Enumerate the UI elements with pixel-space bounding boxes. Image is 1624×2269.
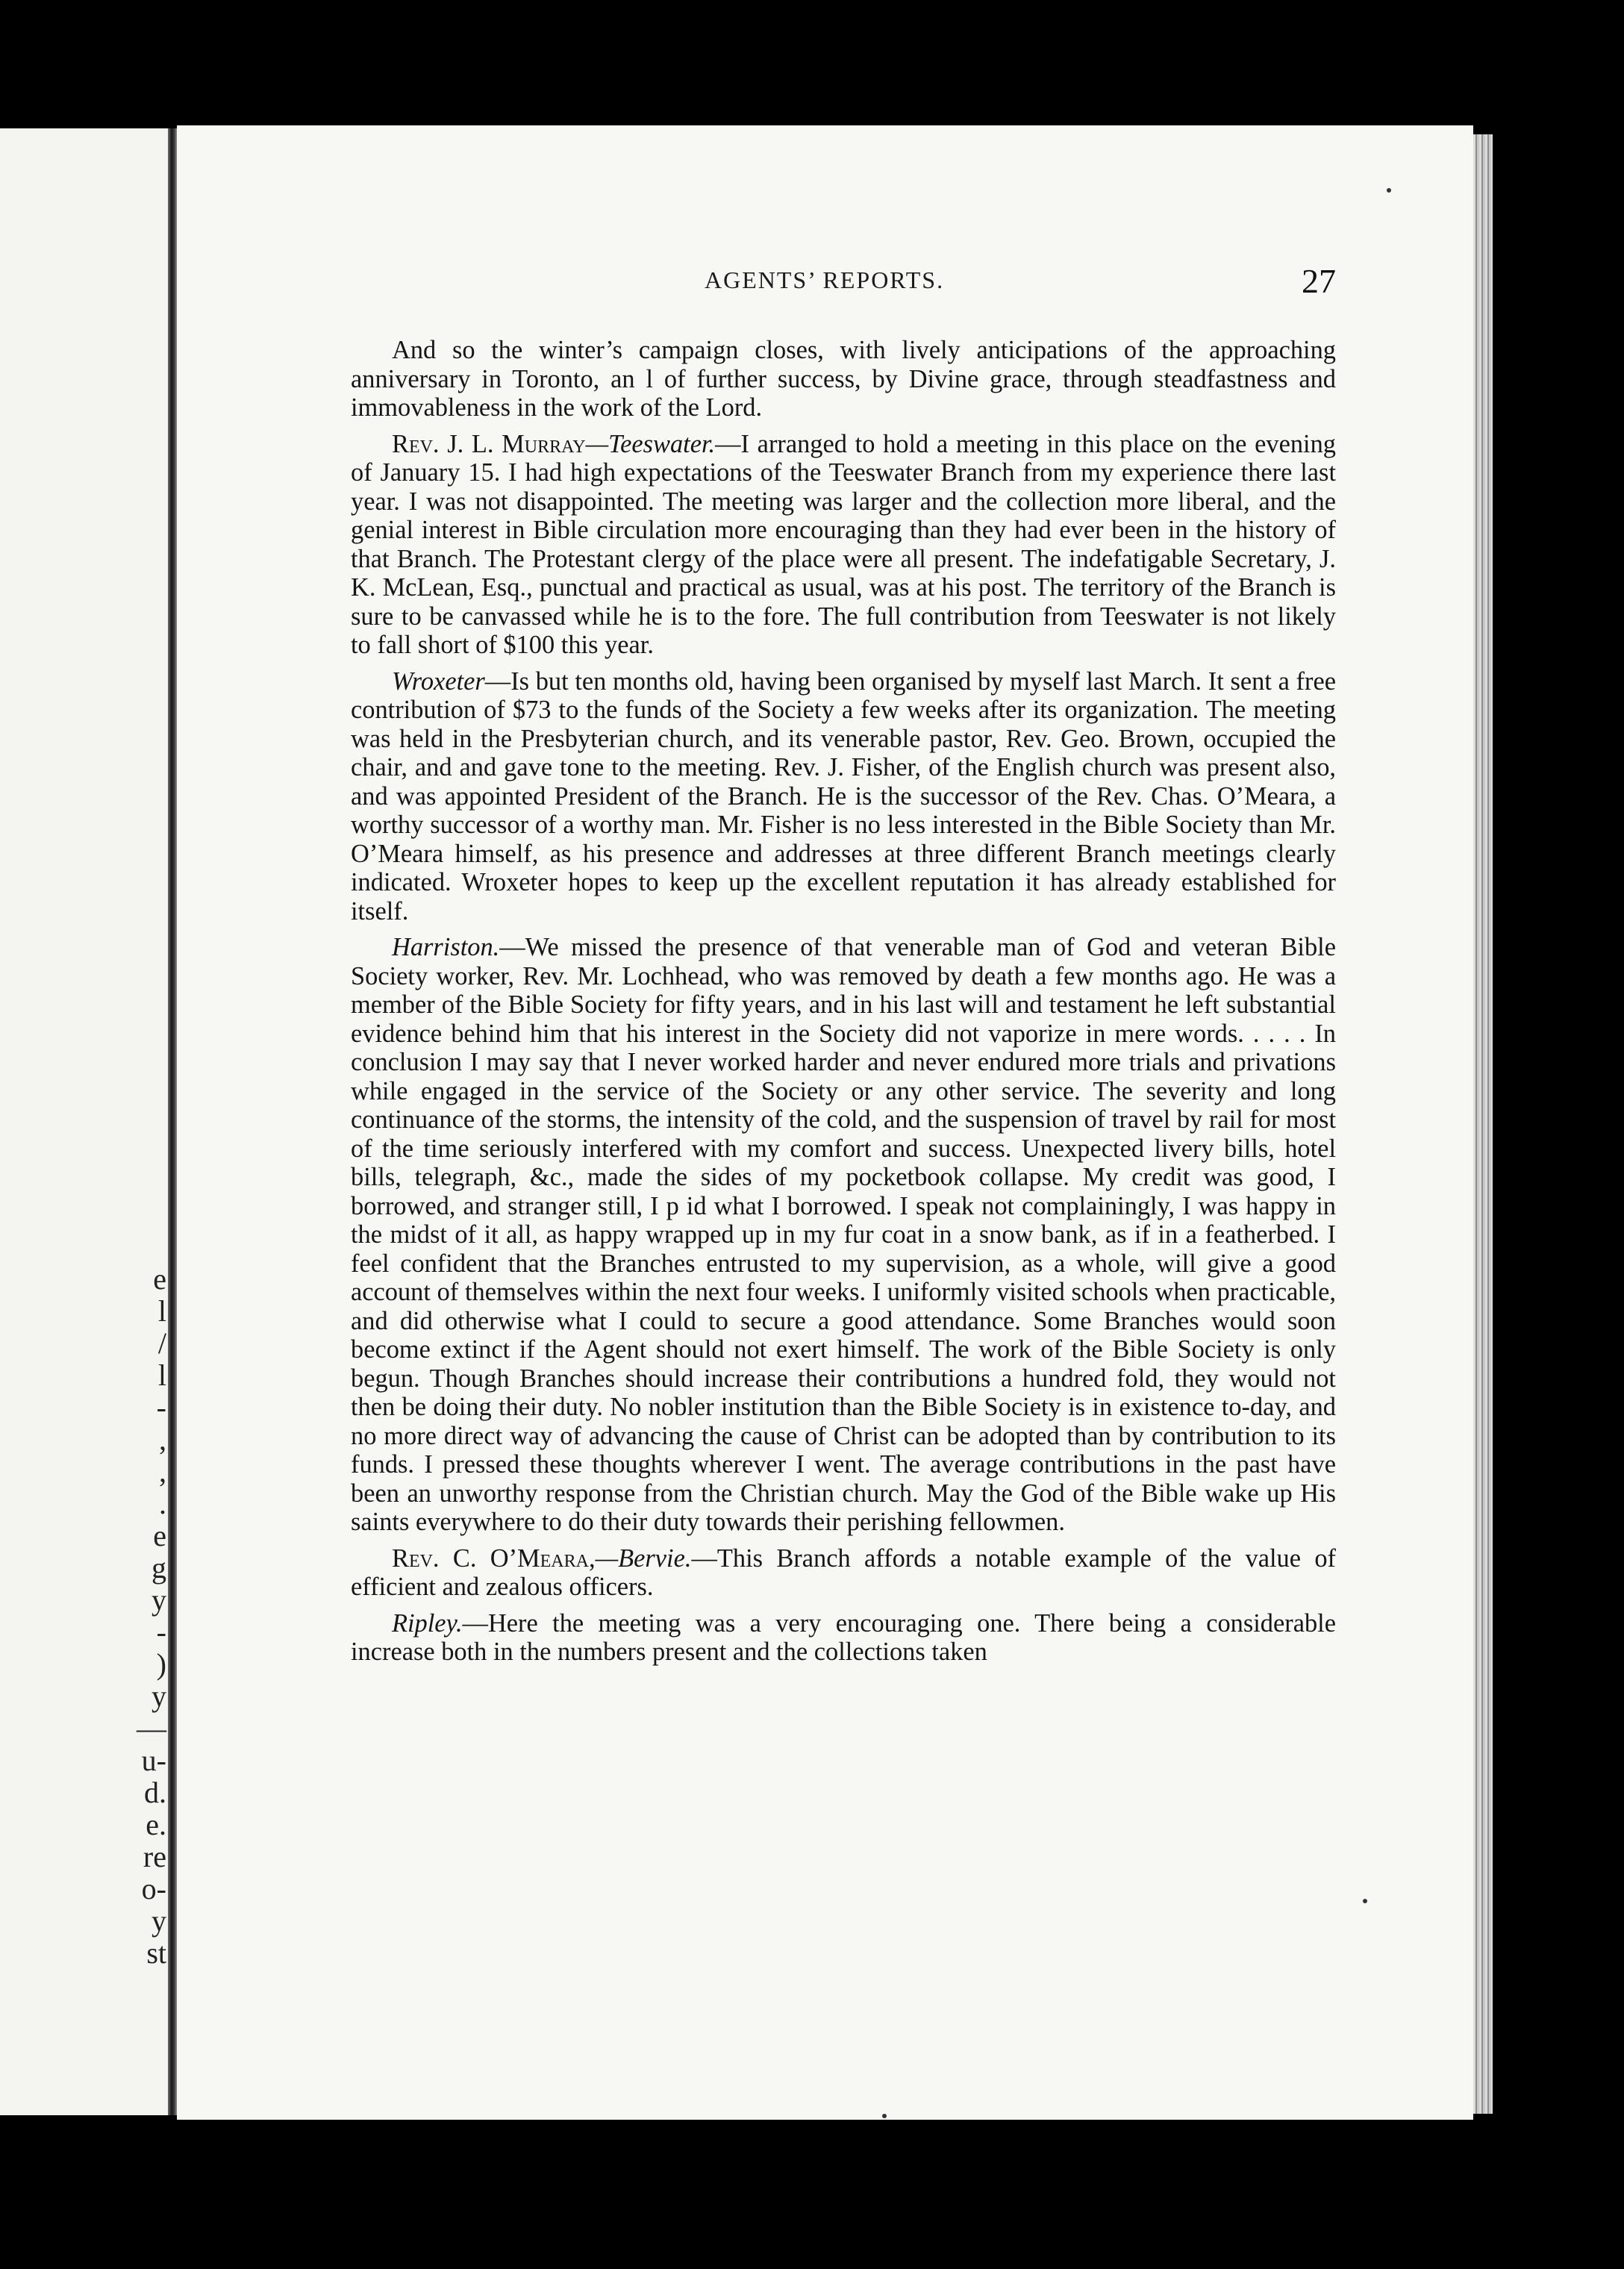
margin-fragment: e bbox=[153, 1262, 166, 1296]
margin-fragment: . bbox=[159, 1487, 166, 1520]
margin-fragment: l bbox=[157, 1358, 166, 1392]
book-gutter bbox=[168, 128, 177, 2115]
margin-fragment: ) bbox=[156, 1647, 166, 1681]
place-name: Wroxeter bbox=[392, 667, 485, 696]
margin-fragment: l bbox=[157, 1294, 166, 1328]
page-body bbox=[351, 336, 1336, 1674]
margin-fragment: u- bbox=[141, 1744, 166, 1777]
page-edges bbox=[1473, 134, 1493, 2114]
margin-fragments bbox=[122, 1263, 166, 1969]
margin-fragment: y bbox=[152, 1583, 166, 1617]
place-name: Ripley. bbox=[392, 1608, 463, 1638]
margin-fragment: e bbox=[153, 1519, 166, 1552]
margin-fragment: - bbox=[156, 1391, 166, 1424]
paragraph-campaign-close: And so the winter’s campaign closes, with lively anticipations of the approaching anniversary in Toronto, an l of further success, by Divine grace, through steadfastness and immovableness in the work of the Lord. bbox=[351, 336, 1336, 422]
margin-fragment: d. bbox=[144, 1776, 166, 1809]
place-name: Harriston. bbox=[392, 933, 500, 961]
left-page bbox=[0, 128, 168, 2115]
place-name: —Teeswater. bbox=[585, 429, 716, 458]
margin-fragment: — bbox=[137, 1711, 166, 1745]
scan-speck bbox=[1387, 188, 1391, 193]
margin-fragment: y bbox=[152, 1679, 166, 1713]
page-number: 27 bbox=[1302, 262, 1336, 300]
reporter-name: Rev. J. L. Murray bbox=[392, 429, 586, 458]
margin-fragment: re bbox=[143, 1840, 166, 1873]
margin-fragment: - bbox=[156, 1615, 166, 1649]
scan-speck bbox=[882, 2114, 887, 2118]
margin-fragment: y bbox=[152, 1904, 166, 1938]
margin-fragment: e. bbox=[146, 1808, 166, 1841]
margin-fragment: , bbox=[159, 1423, 166, 1456]
paragraph-teeswater: Rev. J. L. Murray—Teeswater.—I arranged to hold a meeting in this place on the evening of January 15. I had high expectations of the Teeswater Branch from my experience there last year. I was not disappointed. The meeting was larger and the collection more liberal, and the genial interest in Bible circulation more encouraging than they had ever been in the history of that Branch. The Protestant clergy of the place were all present. The indefatigable Secretary, J. K. McLean, Esq., punctual and practical as usual, was at his post. The territory of the Branch is sure to be canvassed while he is to the fore. The full contribution from Teeswater is not likely to fall short of $100 this year. bbox=[351, 429, 1336, 659]
running-title: AGENTS’ REPORTS. bbox=[705, 266, 945, 293]
margin-fragment: / bbox=[157, 1326, 166, 1360]
scan-speck bbox=[1363, 1899, 1367, 1903]
place-name: —Bervie. bbox=[595, 1544, 692, 1573]
margin-fragment: g bbox=[152, 1551, 166, 1585]
paragraph-bervie: Rev. C. O’Meara,—Bervie.—This Branch affords a notable example of the value of efficient and zealous officers. bbox=[351, 1544, 1336, 1601]
paragraph-wroxeter: Wroxeter—Is but ten months old, having been organised by myself last March. It sent a free contribution of $73 to the funds of the Society a few weeks after its organization. The meeting was held in the Presbyterian church, and its venerable pastor, Rev. Geo. Brown, occupied the chair, and and gave tone to the meeting. Rev. J. Fisher, of the English church was present also, and was appointed President of the Branch. He is the successor of the Rev. Chas. O’Meara, a worthy successor of a worthy man. Mr. Fisher is no less interested in the Bible Society than Mr. O’Meara himself, as his presence and addresses at three different Branch meetings clearly indicated. Wroxeter hopes to keep up the excellent reputation it has already established for itself. bbox=[351, 667, 1336, 926]
reporter-name: Rev. C. O’Meara, bbox=[392, 1544, 596, 1573]
paragraph-harriston: Harriston.—We missed the presence of that venerable man of God and veteran Bible Society worker, Rev. Mr. Lochhead, who was removed by death a few months ago. He was a member of the Bible Society for fifty years, and in his last will and testament he left substantial evidence behind him that his interest in the Society did not vaporize in mere words. . . . . In conclusion I may say that I never worked harder and never endured more trials and privations while engaged in the service of the Society or any other service. The severity and long continuance of the storms, the intensity of the cold, and the suspension of travel by rail for most of the time seriously interfered with my comfort and success. Unexpected livery bills, hotel bills, telegraph, &c., made the sides of my pocketbook collapse. My credit was good, I borrowed, and stranger still, I p id what I borrowed. I speak not complainingly, I was happy in the midst of it all, as happy wrapped up in my fur coat in a snow bank, as if in a featherbed. I feel confident that the Branches entrusted to my supervision, as a whole, will give a good account of themselves within the next four weeks. I uniformly visited schools when practicable, and did otherwise what I could to secure a good attendance. Some Branches would soon become extinct if the Agent should not exert himself. The work of the Bible Society is only begun. Though Branches should increase their contributions a hundred fold, they would not then be doing their duty. No nobler institution than the Bible Society is in existence to-day, and no more direct way of advancing the cause of Christ can be adopted than by contribution to its funds. I pressed these thoughts wherever I went. The average contributions in the past have been an unworthy response from the Christian church. May the God of the Bible wake up His saints everywhere to do their duty towards their perishing fellowmen. bbox=[351, 933, 1336, 1536]
margin-fragment: , bbox=[159, 1455, 166, 1488]
margin-fragment: st bbox=[146, 1936, 166, 1970]
margin-fragment: o- bbox=[141, 1872, 166, 1906]
paragraph-ripley: Ripley.—Here the meeting was a very encouraging one. There being a considerable increase both in the numbers present and the collections taken bbox=[351, 1608, 1336, 1666]
